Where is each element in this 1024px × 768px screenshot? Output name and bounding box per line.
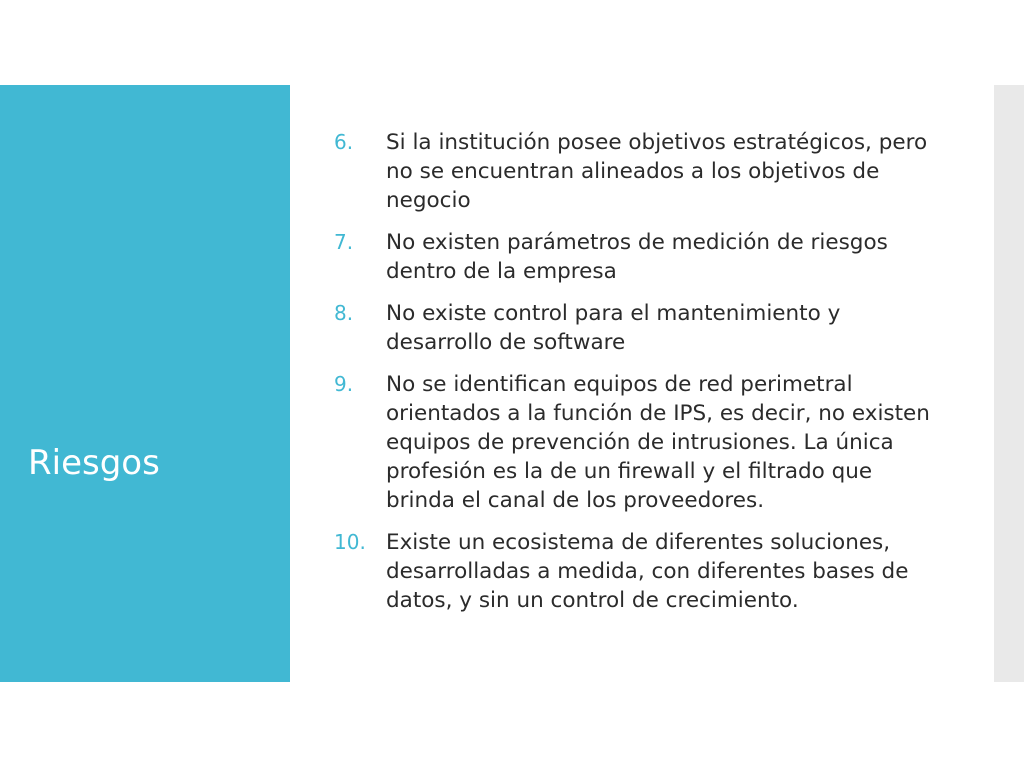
list-item-6 [334, 128, 944, 215]
list-text: No se identifican equipos de red perimetral orientados a la función de IPS, es decir, no existen equipos de prevención de intrusiones. La única profesión es la de un firewall y el filtrado que brinda el canal de los proveedores. [386, 372, 930, 513]
list-number: 6. [334, 130, 354, 154]
list-item-8 [334, 299, 944, 357]
content-area [334, 128, 944, 628]
list-item-7 [334, 228, 944, 286]
list-number: 8. [334, 301, 354, 325]
side-strip [994, 85, 1024, 682]
list-text: Existe un ecosistema de diferentes soluciones, desarrolladas a medida, con diferentes bases de datos, y sin un control de crecimiento. [386, 530, 909, 613]
list-text: No existe control para el mantenimiento y desarrollo de software [386, 301, 841, 355]
list-item-9 [334, 370, 944, 515]
title-panel [0, 85, 290, 682]
list-item-10 [334, 528, 944, 615]
list-number: 7. [334, 230, 354, 254]
slide-title: Riesgos [28, 443, 160, 483]
numbered-list [334, 128, 944, 615]
list-number: 9. [334, 372, 354, 396]
list-number: 10. [334, 530, 366, 554]
list-text: Si la institución posee objetivos estratégicos, pero no se encuentran alineados a los objetivos de negocio [386, 130, 928, 213]
list-text: No existen parámetros de medición de riesgos dentro de la empresa [386, 230, 888, 284]
